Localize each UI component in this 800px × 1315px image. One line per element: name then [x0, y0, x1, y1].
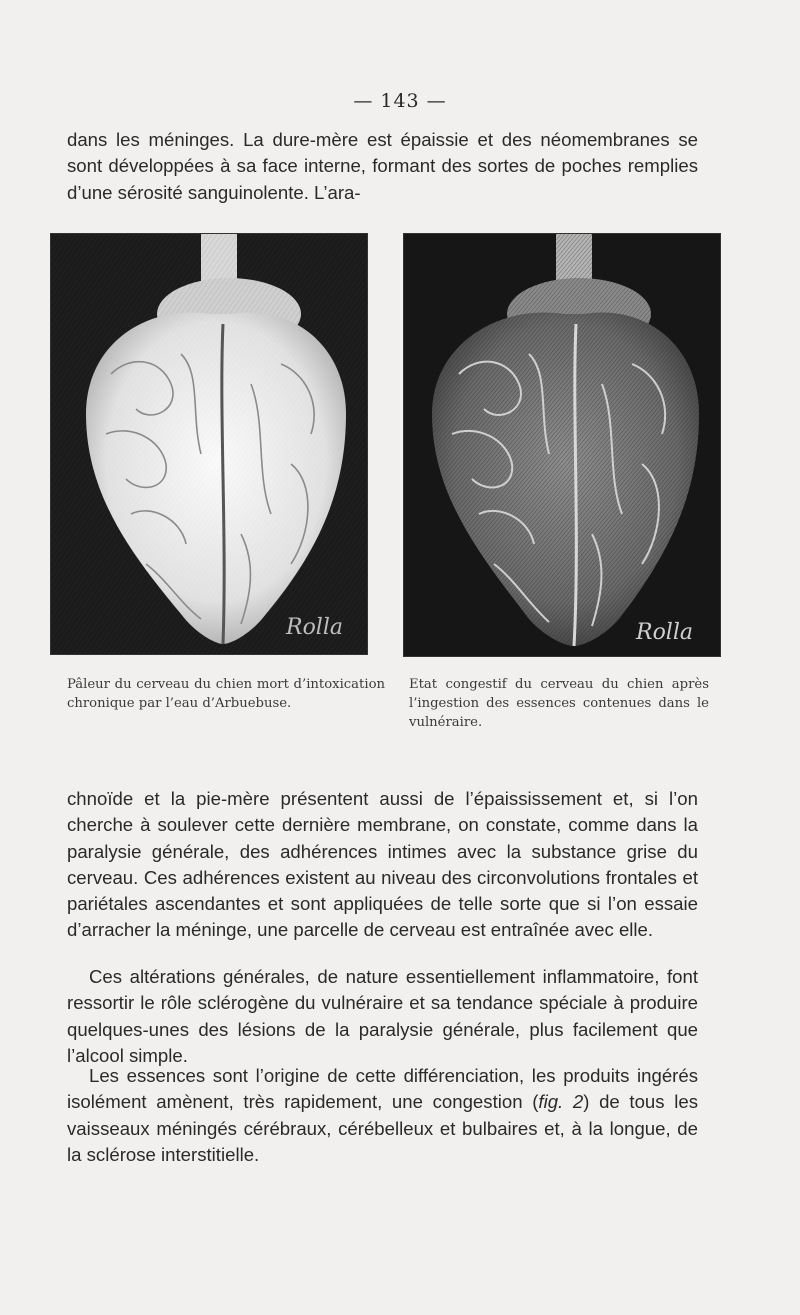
right-signature: Rolla [636, 620, 693, 645]
page-number: — 143 — [353, 90, 447, 112]
caption-left: Pâleur du cerveau du chien mort d’intoxication chronique par l’eau d’Arbuebuse. [67, 677, 385, 711]
paragraph-4-start: Les essences sont l’origine de cette différenciation, les produits ingérés isolément amènent, très rapidement, une congestion ( [67, 1065, 698, 1113]
paragraph-3: Ces altérations générales, de nature essentiellement inflammatoire, font ressortir le rôle sclérogène du vulnéraire et sa tendance spéciale à produire quelques-unes des lésions de la paralysie générale, plus facilement que l’alcool simple. [67, 966, 698, 1066]
caption-right: Etat congestif du cerveau du chien après l’ingestion des essences contenues dans le vulnéraire. [409, 677, 709, 730]
pale-brain-illustration [51, 234, 367, 654]
congested-brain-illustration [404, 234, 720, 656]
paragraph-4-end: ) de tous les vaisseaux méningés cérébraux, cérébelleux et bulbaires et, à la longue, de la sclérose interstitielle. [67, 1091, 698, 1165]
figure-pale-brain [50, 233, 368, 655]
paragraph-4 [67, 1063, 698, 1168]
figure-reference: fig. 2 [538, 1091, 584, 1113]
paragraph-1: dans les méninges. La dure-mère est épaissie et des néomembranes se sont développées à sa face interne, formant des sortes de poches remplies d’une sérosité sanguinolente. L’ara- [67, 129, 698, 203]
paragraph-2: chnoïde et la pie-mère présentent aussi de l’épaississement et, si l’on cherche à soulever cette dernière membrane, on constate, comme dans la paralysie générale, des adhérences intimes avec la substance grise du cerveau. Ces adhérences existent au niveau des circonvolutions frontales et pariétales ascendantes et sont appliquées de telle sorte que si l’on essaie d’arracher la méninge, une parcelle de cerveau est entraînée avec elle. [67, 788, 698, 941]
figure-congested-brain [403, 233, 721, 657]
left-signature: Rolla [286, 615, 343, 640]
